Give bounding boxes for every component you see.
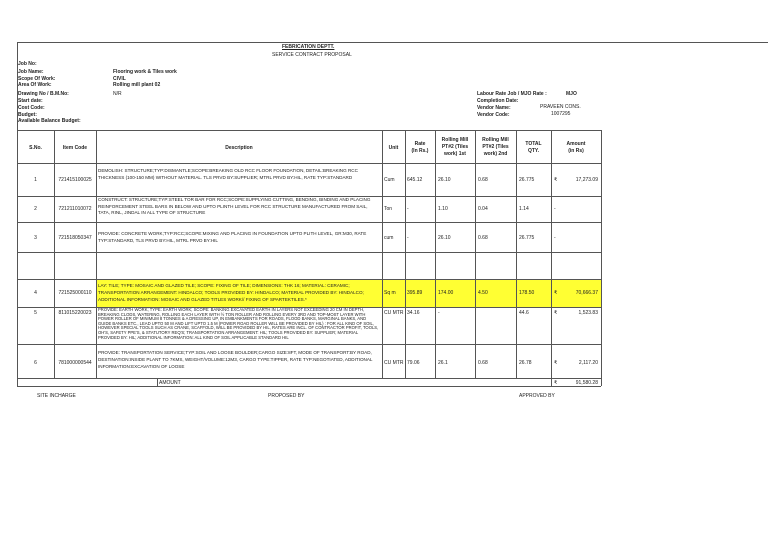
row-4-total: 178.50 <box>519 290 535 296</box>
vendor-code-value: 1007295 <box>551 111 571 117</box>
col-header-amount-unit: (in Rs) <box>568 148 584 154</box>
row-1-amount: 17,273.09 <box>575 177 598 183</box>
proposal-title: SERVICE CONTRACT PROPOSAL <box>272 52 352 58</box>
row-3-sno: 3 <box>34 235 37 241</box>
row-1-currency: ₹ <box>554 177 558 183</box>
row-5-amount: 1,523.83 <box>578 310 598 316</box>
row-5-currency: ₹ <box>554 310 558 316</box>
col-header-unit: Unit <box>388 145 399 151</box>
row-1-description: DEMOLISH: STRUCTURE;TYP:DISMANTLE;SCOPE:BREAKING OLD RCC FLOOR FOUNDATION, DETAIL:BREAKING RCC THICKNESS (100-150 MM) WITHOUT MATERIAL. TLS PRVD BY:SUPPLIER; MTRL PRVD BY:HIL, RATE TYP:STANDARD <box>98 168 358 180</box>
completion-date-label: Completion Date: <box>477 98 519 104</box>
row-6-sno: 6 <box>34 360 37 366</box>
col-header-rate-unit: (In Rs.) <box>411 148 429 154</box>
start-date-label: Start date: <box>18 98 43 104</box>
area-value: Rolling mill plant 02 <box>113 82 161 88</box>
row-5-rate: 34.16 <box>407 310 420 316</box>
col-header-sno: S.No. <box>29 145 42 151</box>
row-6-currency: ₹ <box>554 360 558 366</box>
row-1-unit: Cum <box>384 177 395 183</box>
col-header-item-code: Item Code <box>62 145 88 151</box>
site-incharge-label: SITE INCHARGE <box>37 393 76 399</box>
row-2-description: CONSTRUCT: STRUCTURE;TYP:STEEL TOR BAR FOR RCC;SCOPE:SUPPLYING CUTTING, BENDING, BINDING AND PLACING REINFORCEMENT STEEL BARS IN BELOW AND UPTO PLINTH LEVEL FOR RCC STRUCTURE MANUFACTURED FROM SAIL, TATA, RINL, JINDAL IN ALL TYPE OF STRUCTURE <box>98 197 371 215</box>
area-label: Area Of Work: <box>18 82 52 88</box>
job-name-value: Flooring work & Tiles work <box>113 69 177 75</box>
col-header-description: Description <box>225 145 253 151</box>
row-6-rm2: 0.68 <box>478 360 488 366</box>
col-header-rm2-line1: Rolling Mill <box>482 137 509 143</box>
row-1-rm2: 0.68 <box>478 177 488 183</box>
scope-label: Scope Of Work: <box>18 76 56 82</box>
row-3-total: 26.775 <box>519 235 535 241</box>
col-header-rm1-line1: Rolling Mill <box>441 137 469 143</box>
drawing-value: N/R <box>113 91 122 97</box>
row-6-unit: CU MTR <box>384 360 404 366</box>
row-2-rm1: 1.10 <box>438 206 448 212</box>
department-title: FEBRICATION DEPTT. <box>282 44 335 50</box>
row-5-item-code: 811015220023 <box>58 310 92 316</box>
col-header-rm1-line2: PT#2 (Tiles <box>441 144 469 150</box>
scope-value: CIVIL <box>113 76 126 82</box>
col-header-total-qty: QTY. <box>527 148 540 154</box>
col-header-rate: Rate <box>414 141 426 147</box>
col-header-rm2-line2: PT#2 (Tiles <box>482 144 509 150</box>
row-4-rm2: 4.50 <box>478 290 488 296</box>
available-budget-label: Available Balance Budget: <box>18 118 81 124</box>
col-header-amount: Amount <box>566 141 586 147</box>
row-6-description: PROVIDE: TRANSPORTATION SERVICE;TYP:SOIL AND LOOSE BOULDER;CARGO SIZE:8FT, MODE OF TRANSPORT:BY ROAD, DESTINATION:INSIDE PLANT TO 7KMS, WEIGHT/VOLUME:12M3, CARGO TYPE:TIPPER, RATE TYP:NEGOTIATED, ADDITIONAL INFORMATION:EXCAVATION OF LOOSE <box>98 350 373 369</box>
row-5-unit: CU MTR <box>384 310 404 316</box>
vendor-name-label: Vendor Name: <box>477 105 511 111</box>
row-3-rm2: 0.68 <box>478 235 488 241</box>
row-6-rate: 79.06 <box>407 360 420 366</box>
labour-rate-value: MJO <box>566 91 577 97</box>
budget-label: Budget: <box>18 112 37 118</box>
vendor-name-value: PRAVEEN CONS. <box>540 104 581 110</box>
row-1-rm1: 26.10 <box>438 177 451 183</box>
row-4-description: LAY: TILE; TYPE: MOSAIC AND GLAZED TILE; SCOPE: FIXING OF TILE; DIMENSIONS: THK 16; MATERIAL: CERAMIC; TRANSPORTATION ARRANGEMENT: HINDALCO; TOOLS PROVIDED BY: HINDALCO; MATERIAL PROVIDED BY: HINDALCO; ADDITIONAL INFORMATION: MOSAIC AND GLAZED TITLES WORK// FIXING OF SPARTEKTILES.* <box>98 283 364 302</box>
row-1-total: 26.775 <box>519 177 535 183</box>
row-2-amount: - <box>554 206 556 212</box>
row-5-sno: 5 <box>34 310 37 316</box>
row-1-rate: 645.12 <box>407 177 423 183</box>
row-6-amount: 2,117.20 <box>578 360 598 366</box>
row-4-rm1: 174.00 <box>438 290 454 296</box>
row-4-item-code: 721525000110 <box>58 290 92 296</box>
row-3-amount: - <box>554 235 556 241</box>
row-2-unit: Ton <box>384 206 393 212</box>
col-header-rm2-line3: work) 2nd <box>483 151 508 157</box>
row-5-description: PROVIDE: EARTH WORK; TYPE: EARTH WORK; SCOPE: BANKING EXCAVATED EARTH IN LAYERS NOT EXCEEDING 20 CM IN DEPTH, BREAKING CLODS, WATERING, ROLLING EACH LAYER WITH ½ TON ROLLER AND ROLLING EVERY 3RD AND TOP-MOST LAYER WITH POWER ROLLER OF MINIMUM 8 TONNES & A DRESSING UP, IN EMBANKMENTS FOR ROADS, FLOOD BANKS, MARGINAL BANKS, AND GUIDE BANKS ETC., LEAD UPTO 50 M AND LIFT UPTO 1.5 M (POWER ROAD ROLLER WILL BE PROVIDED BY HIL) : FOR ALL KIND OF SOIL, HOWEVER SPECIAL TOOLS SUCH AS CRANE, SCAFFOLD, WILL BE PROVIDED BY HIL, RATES ARE INCL. OF CONTRACTOR PROFIT, TOOLS, OH'S, SAFETY PPE'S, & STATUTORY REQ'S; TRANSPORTATION ARRANGEMENT: HIL; TOOLS PROVIDED BY: SUPPLIER; MATERIAL PROVIDED BY: HIL; ADDITIONAL INFORMATION: ALL KIND OF SOIL APPLICABLE STANDARD HIL <box>98 307 379 340</box>
row-5-total: 44.6 <box>519 310 529 316</box>
row-3-item-code: 721518050347 <box>58 235 92 241</box>
row-4-currency: ₹ <box>554 290 558 296</box>
row-4-rate: 395.89 <box>407 290 423 296</box>
row-6-total: 26.78 <box>519 360 532 366</box>
row-4-unit: Sq m <box>384 290 396 296</box>
job-name-label: Job Name: <box>18 69 44 75</box>
approved-by-label: APPROVED BY <box>519 393 555 399</box>
amount-total-value: 91,580.28 <box>575 380 598 386</box>
row-2-rate: - <box>407 206 409 212</box>
job-no-label: Job No: <box>18 61 37 67</box>
row-1-sno: 1 <box>34 177 37 183</box>
row-2-total: 1.14 <box>519 206 529 212</box>
vendor-code-label: Vendor Code: <box>477 112 510 118</box>
cost-code-label: Cost Code: <box>18 105 45 111</box>
row-1-item-code: 721415100025 <box>58 177 92 183</box>
row-4-sno: 4 <box>34 290 37 296</box>
labour-rate-label: Labour Rate Job / MJO Rate : <box>477 91 547 97</box>
amount-total-label: AMOUNT <box>159 380 181 386</box>
col-header-rm1-line3: work) 1st <box>444 151 466 157</box>
row-3-unit: cum <box>384 235 394 241</box>
amount-total-currency: ₹ <box>554 380 558 386</box>
row-3-rate: - <box>407 235 409 241</box>
row-6-rm1: 26.1 <box>438 360 448 366</box>
col-header-total: TOTAL <box>525 141 542 147</box>
row-2-item-code: 721211010072 <box>58 206 92 212</box>
row-2-rm2: 0.04 <box>478 206 488 212</box>
row-6-item-code: 781000000544 <box>58 360 92 366</box>
row-3-rm1: 26.10 <box>438 235 451 241</box>
row-5-rm1: - <box>438 310 440 316</box>
row-3-description: PROVIDE: CONCRETE WORK;TYP:RCC;SCOPE:MIXING AND PLACING IN FOUNDATION UPTO PLITH LEVEL, GR:M30, RATE TYP:STANDARD, TLS PRVD BY:HIL, MTRL PRVD BY:HIL <box>98 231 367 243</box>
row-2-sno: 2 <box>34 206 37 212</box>
proposed-by-label: PROPOSED BY <box>268 393 305 399</box>
row-4-amount: 70,666.37 <box>575 290 598 296</box>
drawing-label: Drawing No / B.M.No: <box>18 91 69 97</box>
